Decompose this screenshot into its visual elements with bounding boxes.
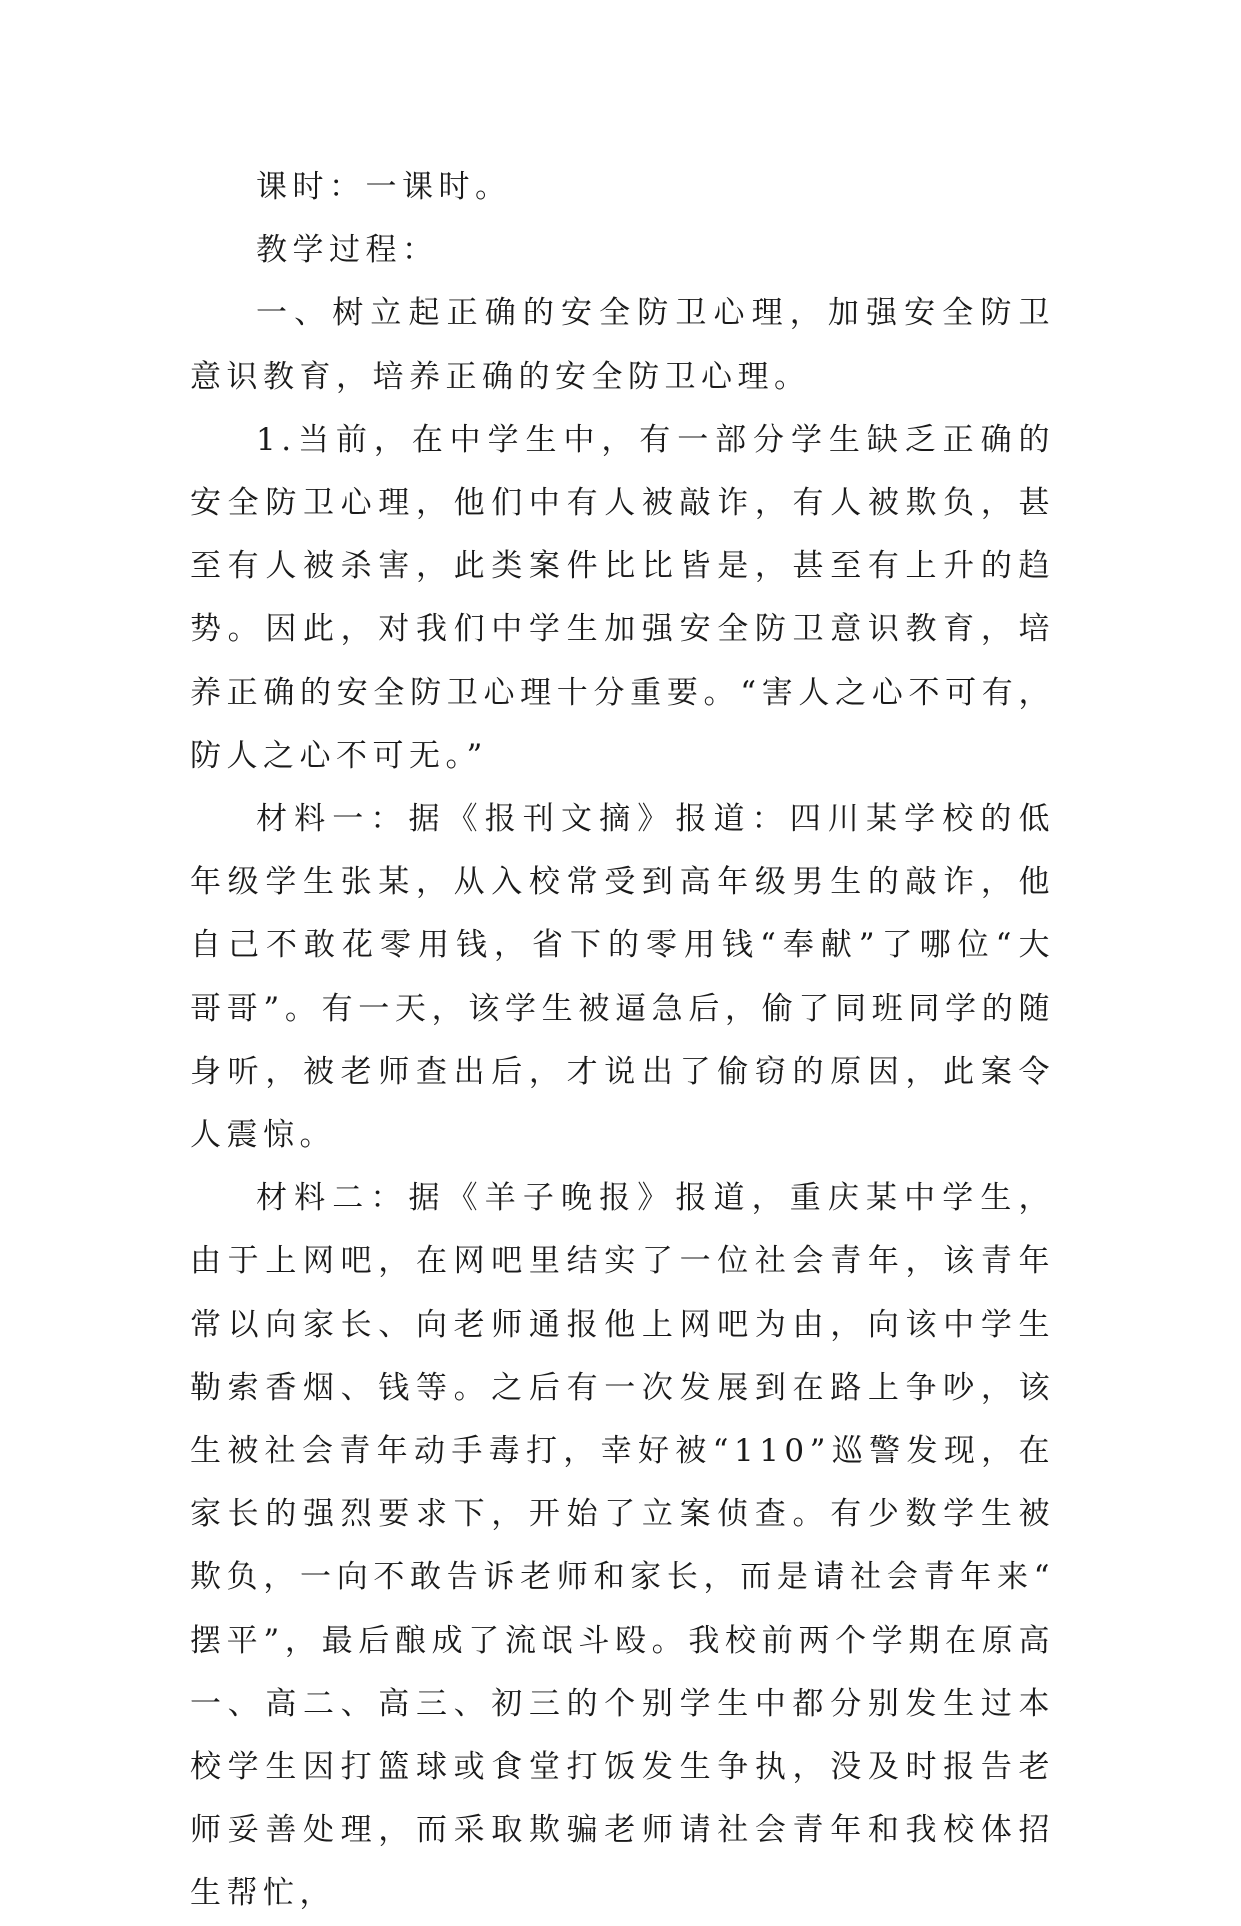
document-body [190, 156, 1055, 1926]
paragraph-material-two: 材料二：据《羊子晚报》报道，重庆某中学生，由于上网吧，在网吧里结实了一位社会青年，该青年常以向家长、向老师通报他上网吧为由，向该中学生勒索香烟、钱等。之后有一次发展到在路上争吵，该生被社会青年动手毒打，幸好被“110”巡警发现，在家长的强烈要求下，开始了立案侦查。有少数学生被欺负，一向不敢告诉老师和家长，而是请社会青年来“摆平”，最后酿成了流氓斗殴。我校前两个学期在原高一、高二、高三、初三的个别学生中都分别发生过本校学生因打篮球或食堂打饭发生争执，没及时报告老师妥善处理，而采取欺骗老师请社会青年和我校体招生帮忙， [190, 1180, 1055, 1912]
paragraph-teaching-process: 教学过程： [256, 232, 439, 269]
paragraph-class-hours: 课时：一课时。 [256, 169, 512, 205]
paragraph-section-one: 一、树立起正确的安全防卫心理，加强安全防卫意识教育，培养正确的安全防卫心理。 [190, 295, 1055, 395]
paragraph-material-one: 材料一：据《报刊文摘》报道：四川某学校的低年级学生张某，从入校常受到高年级男生的敲诈，他自己不敢花零用钱，省下的零用钱“奉献”了哪位“大哥哥”。有一天，该学生被逼急后，偷了同班同学的随身听，被老师查出后，才说出了偷窃的原因，此案令人震惊。 [190, 801, 1055, 1154]
paragraph-point-one: 1.当前，在中学生中，有一部分学生缺乏正确的安全防卫心理，他们中有人被敲诈，有人被欺负，甚至有人被杀害，此类案件比比皆是，甚至有上升的趋势。因此，对我们中学生加强安全防卫意识教育，培养正确的安全防卫心理十分重要。“害人之心不可有，防人之心不可无。” [190, 421, 1055, 774]
